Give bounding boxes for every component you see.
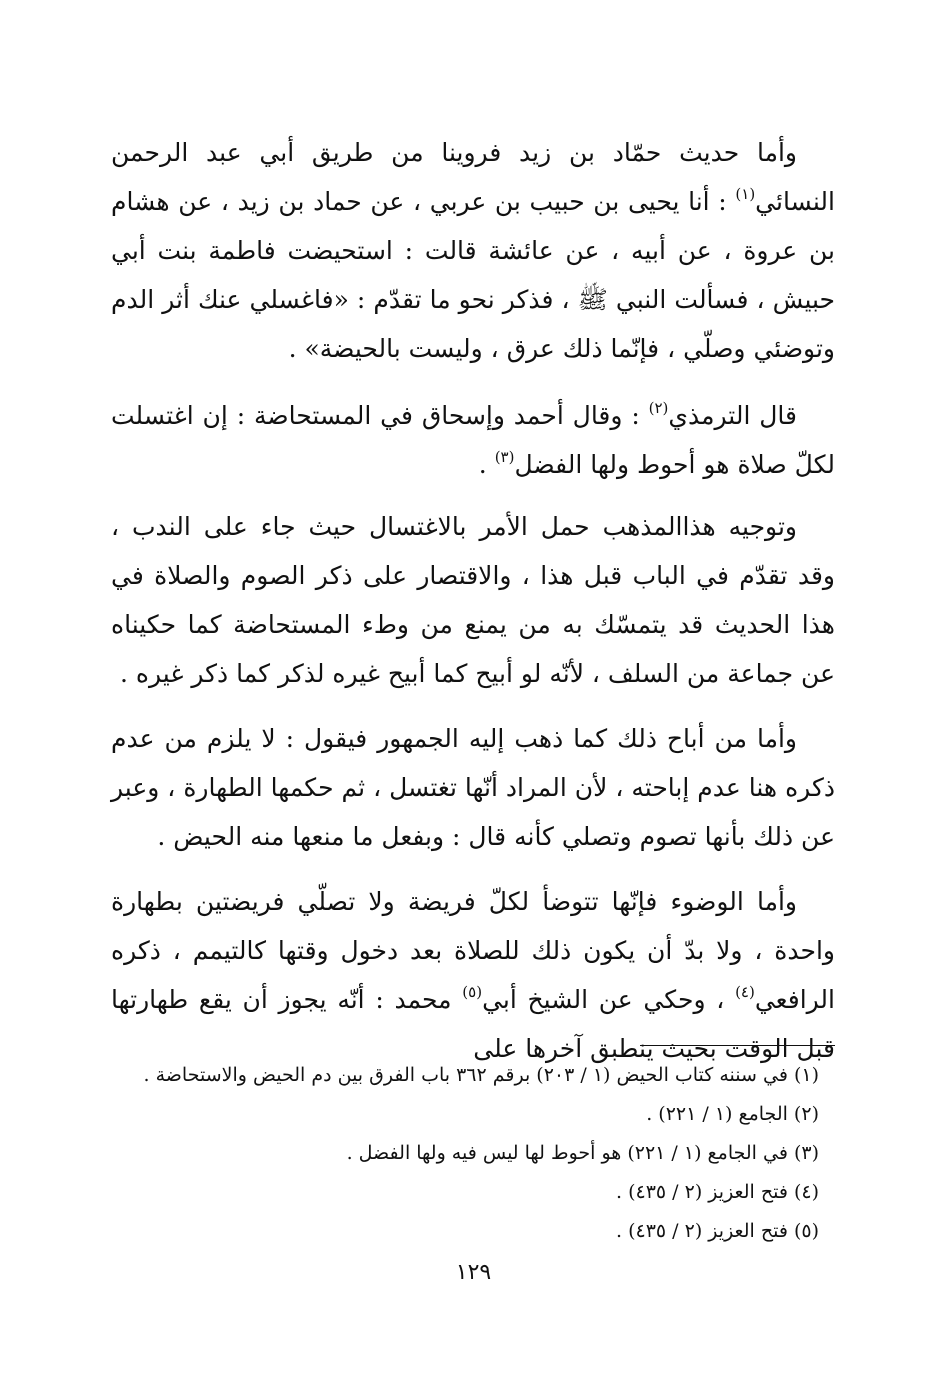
footnotes-list: [119, 1056, 819, 1251]
text-segment: : وقال أحمد وإسحاق في المستحاضة : إن اغتسلت لكلّ صلاة هو أحوط ولها الفضل: [111, 401, 835, 479]
footnote-1: (١) في سننه كتاب الحيض (١ / ٢٠٣) برقم ٣٦٢ باب الفرق بين دم الحيض والاستحاضة .: [143, 1064, 819, 1086]
paragraph-madhhab-explanation: [111, 502, 835, 698]
text-segment: .: [478, 450, 495, 479]
paragraph-text: [111, 502, 835, 698]
footnote-ref-5[interactable]: (٥): [462, 982, 483, 1001]
text-segment: وتوجيه هذاالمذهب حمل الأمر بالاغتسال حيث جاء على الندب ، وقد تقدّم في الباب قبل هذا ، والاقتصار على ذكر الصوم والصلاة في هذا الحديث قد يتمسّك به من يمنع من وطء المستحاضة كما حكيناه عن جماعة من السلف ، لأنّه لو أبيح كما أبيح غيره لذكر كما ذكر غيره .: [111, 512, 835, 688]
text-segment: وأما من أباح ذلك كما ذهب إليه الجمهور فيقول : لا يلزم من عدم ذكره هنا عدم إباحته ، لأن المراد أنّها تغتسل ، ثم حكمها الطهارة ، وعبر عن ذلك بأنها تصوم وتصلي كأنه قال : وبفعل ما منعها منه الحيض .: [111, 724, 835, 851]
text-segment: قال الترمذي: [668, 401, 797, 430]
text-segment: : أنا يحيى بن حبيب بن عربي ، عن حماد بن زيد ، عن هشام بن عروة ، عن أبيه ، عن عائشة قالت : استحيضت فاطمة بنت أبي حبيش ، فسألت النبي ﷺ ، فذكر نحو ما تقدّم : «فاغسلي عنك أثر الدم وتوضئي وصلّي ، فإنّما ذلك عرق ، وليست بالحيضة» .: [111, 187, 835, 363]
paragraph-text: [111, 714, 835, 861]
text-segment: محمد : أنّه يجوز أن يقع طهارتها قبل الوقت بحيث ينطبق آخرها على: [111, 985, 835, 1063]
paragraph-tirmidhi: [111, 391, 835, 489]
footnote-3: (٣) في الجامع (١ / ٢٢١) هو أحوط لها ليس فيه ولها الفضل .: [346, 1142, 819, 1164]
footnote-5: (٥) فتح العزيز (٢ / ٤٣٥) .: [616, 1220, 819, 1242]
text-segment: وأما حديث حمّاد بن زيد فروينا من طريق أبي عبد الرحمن النسائي: [111, 138, 835, 216]
footnote-4: (٤) فتح العزيز (٢ / ٤٣٥) .: [616, 1181, 819, 1203]
text-segment: وأما الوضوء فإنّها تتوضأ لكلّ فريضة ولا تصلّي فريضتين بطهارة واحدة ، ولا بدّ أن يكون ذلك للصلاة بعد دخول وقتها كالتيمم ، ذكره الرافعي: [111, 887, 835, 1014]
footnote-ref-4[interactable]: (٤): [735, 982, 755, 1001]
footnote-ref-3[interactable]: (٣): [494, 447, 515, 466]
paragraph-wudu: [111, 877, 835, 1073]
text-segment: ، وحكي عن الشيخ أبي: [482, 985, 736, 1014]
paragraph-text: [111, 877, 835, 1073]
footnote-ref-1[interactable]: (١): [735, 184, 756, 203]
footnote-ref-2[interactable]: (٢): [648, 398, 669, 417]
footnote-divider: [640, 1045, 835, 1046]
paragraph-nasai-hadith: [111, 128, 835, 373]
paragraph-jumhur: [111, 714, 835, 861]
paragraph-text: [111, 128, 835, 373]
page-number: ١٢٩: [455, 1260, 492, 1285]
paragraph-text: [111, 391, 835, 489]
footnote-2: (٢) الجامع (١ / ٢٢١) .: [646, 1103, 819, 1125]
